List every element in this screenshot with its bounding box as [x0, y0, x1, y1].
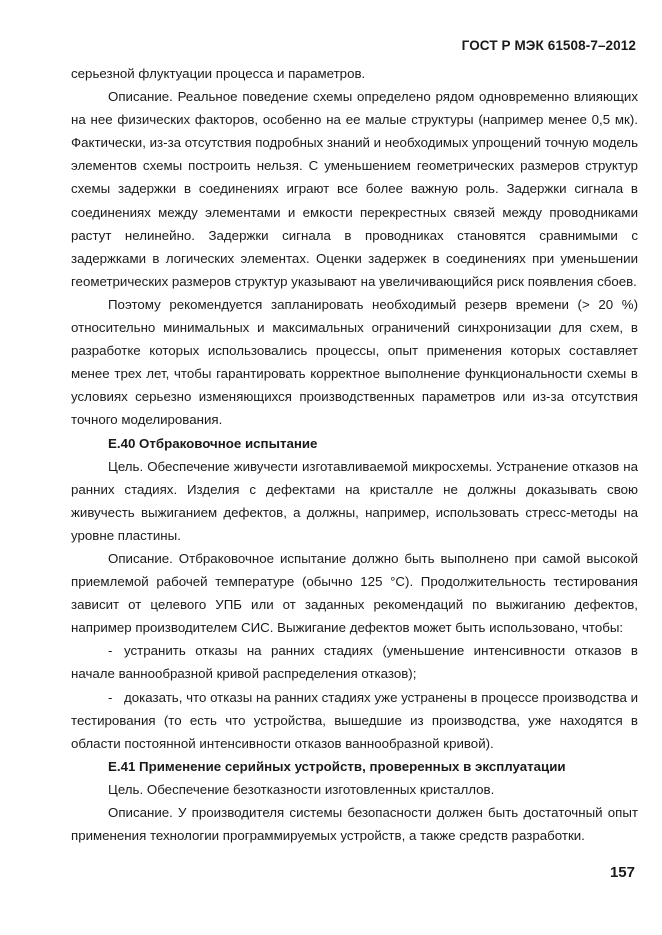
section-e41-description: Описание. У производителя системы безопасности должен быть достаточный опыт применения технологии программируемых устройств, а также средств разработки.: [71, 805, 638, 844]
paragraph-description: Описание. Реальное поведение схемы определено рядом одновременно влияющих на нее физических факторов, особенно на ее малые структуры (например менее 0,5 мк). Фактически, из-за отсутствия подробных знаний и необходимых упрощений точную модель элементов схемы построить нельзя. С уменьшением геометрических размеров структур схемы задержки в соединениях играют все более важную роль. Задержки сигнала в соединениях между элементами и емкости перекрестных связей между проводниками растут нелинейно. Задержки сигнала в проводниках становятся сравнимыми с задержками в логических элементах. Оценки задержек в соединениях при уменьшении геометрических размеров структур указывают на увеличивающийся риск появления сбоев.: [71, 89, 638, 289]
section-e41-goal: Цель. Обеспечение безотказности изготовленных кристаллов.: [108, 781, 495, 797]
list-dash: -: [108, 689, 113, 705]
page-number: 157: [609, 864, 635, 881]
section-title-e41: E.41 Применение серийных устройств, проверенных в эксплуатации: [108, 758, 566, 774]
section-e40-description: Описание. Отбраковочное испытание должно быть выполнено при самой высокой приемлемой рабочей температуре (обычно 125 °С). Продолжительность тестирования зависит от целевого УПБ или от заданных рекомендаций по выжиганию дефектов, например производителем СИС. Выжигание дефектов может быть использовано, чтобы:: [71, 550, 638, 636]
list-dash: -: [108, 643, 113, 659]
document-body: [71, 62, 638, 847]
paragraph-recommendation: Поэтому рекомендуется запланировать необходимый резерв времени (> 20 %) относительно минимальных и максимальных ограничений синхронизации для схем, в разработке которых использовались процессы, опыт применения которых составляет менее трех лет, чтобы гарантировать корректное выполнение функциональности схемы в условиях серьезно изменяющихся производственных параметров или из-за отсутствия точного моделирования.: [71, 296, 638, 428]
section-e40-goal: Цель. Обеспечение живучести изготавливаемой микросхемы. Устранение отказов на ранних стадиях. Изделия с дефектами на кристалле не должны доказывать свою живучесть выжиганием дефектов, а должны, например, использовать стресс-методы на уровне пластины.: [71, 458, 638, 543]
list-item: [71, 686, 638, 755]
document-header: ГОСТ Р МЭК 61508-7–2012: [461, 38, 636, 53]
list-item-text: доказать, что отказы на ранних стадиях уже устранены в процессе производства и тестирования (то есть что устройства, вышедшие из производства, уже находятся в области постоянной интенсивности отказов ваннообразной кривой).: [71, 689, 638, 751]
section-title-e40: E.40 Отбраковочное испытание: [108, 435, 318, 451]
paragraph-continuation: серьезной флуктуации процесса и параметров.: [71, 66, 366, 81]
list-item-text: устранить отказы на ранних стадиях (уменьшение интенсивности отказов в начале ваннообразной кривой распределения отказов);: [71, 643, 638, 682]
list-item: [71, 639, 638, 685]
